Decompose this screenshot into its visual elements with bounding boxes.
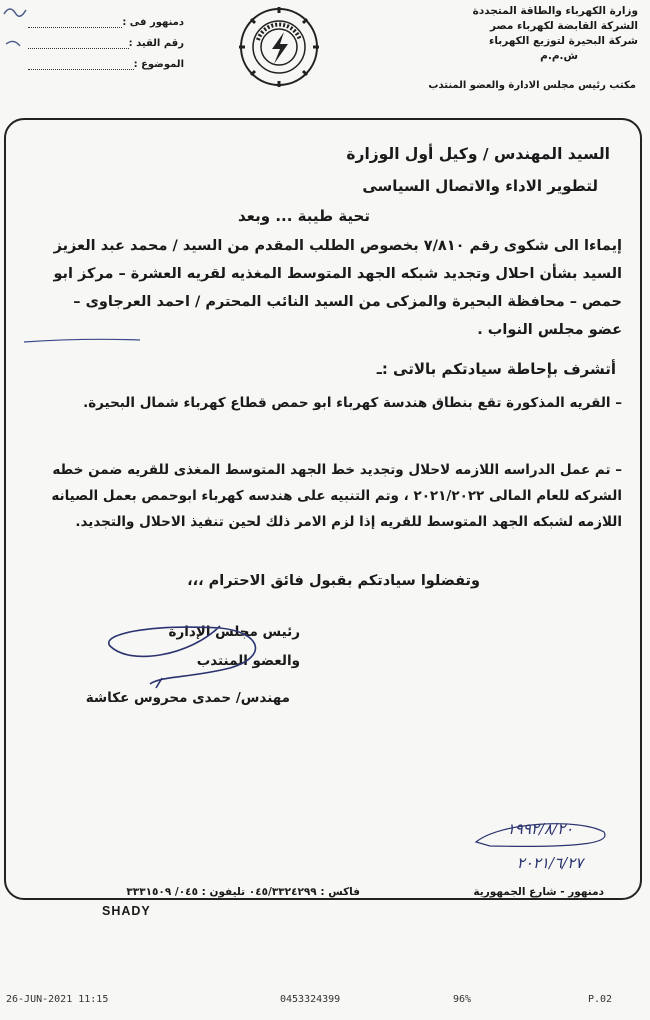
intro-line: أتشرف بإحاطة سيادتكم بالاتى :ـ xyxy=(376,360,616,378)
letter-body: إيماءا الى شكوى رقم ٧/٨١٠ بخصوص الطلب المقدم من السيد / محمد عبد العزيز السيد بشأن احلال وتجديد شبكه الجهد المتوسط المغذيه لقريه العشرة – مركز ابو حمص – محافظة البحيرة والمزكى من السيد النائب المحترم / احمد العرجاوى – عضو مجلس النواب . xyxy=(53,238,622,338)
registry-subject-label: الموضوع : xyxy=(133,59,184,70)
bullet-item-2-text: تم عمل الدراسه اللازمه لاحلال وتجديد خط الجهد المتوسط المغذى للقريه ضمن خطه الشركه للعام المالى ٢٠٢١/٢٠٢٢ ، وتم التنبيه على هندسه كهرباء ابوحمص بعمل الصيانه اللازمه لشبكه الجهد المتوسط للقريه إذا لزم الامر ذلك لحين تنفيذ الاحلال والتجديد. xyxy=(51,462,622,530)
signature-title-line-1: رئيس مجلس الإدارة xyxy=(168,624,300,640)
signature-title-line-2: والعضو المنتدب xyxy=(196,653,300,669)
salutation-line-1: السيد المهندس / وكيل أول الوزارة xyxy=(346,145,610,163)
org-line-company: شركة البحيرة لتوزيع الكهرباء xyxy=(488,35,638,47)
bullet-item-1: – القريه المذكورة تقع بنطاق هندسة كهرباء ابو حمص قطاع كهرباء شمال البحيرة. xyxy=(83,395,622,411)
fax-page: P.02 xyxy=(588,994,613,1005)
org-line-ministry: وزارة الكهرباء والطاقة المتجددة xyxy=(472,5,638,17)
bullet-item-2: – تم عمل الدراسه اللازمه لاحلال وتجديد خط الجهد المتوسط المغذى للقريه ضمن خطه الشركه للعام المالى ٢٠٢١/٢٠٢٢ ، وتم التنبيه على هندسه كهرباء ابوحمص بعمل الصيانه اللازمه لشبكه الجهد المتوسط للقريه إذا لزم الامر ذلك لحين تنفيذ الاحلال والتجديد. xyxy=(51,462,622,530)
registry-record-row xyxy=(24,33,184,54)
org-line-type: ش.م.م xyxy=(540,50,578,62)
registry-city-label: دمنهور فى : xyxy=(122,17,184,28)
fax-quality: 96% xyxy=(453,994,472,1005)
fax-number: 0453324399 xyxy=(280,994,341,1005)
registry-subject-line xyxy=(28,59,134,70)
handwritten-notes xyxy=(470,812,610,876)
bullet-item-1-text: القريه المذكورة تقع بنطاق هندسة كهرباء ابو حمص قطاع كهرباء شمال البحيرة. xyxy=(83,395,611,411)
salutation-line-2: لتطوير الاداء والاتصال السياسى xyxy=(362,177,598,195)
org-line-holding: الشركة القابضة لكهرباء مصر xyxy=(489,20,638,32)
underline-stroke xyxy=(22,336,142,346)
signer-name: مهندس/ حمدى محروس عكاشة xyxy=(85,690,290,706)
footer-contact: فاكس : ٠٤٥/٣٣٢٤٢٩٩ تليفون : ٠٤٥/ ٣٣٣١٥٠٩ xyxy=(126,886,360,898)
registry-city-line xyxy=(28,17,122,28)
fax-date-time: 26-JUN-2021 11:15 xyxy=(6,994,109,1005)
handwritten-note-1: ١٩٩٢/٨/٢٠ xyxy=(506,820,574,838)
greeting: تحية طيبة ... وبعد xyxy=(238,207,370,225)
organization-header xyxy=(388,4,638,64)
office-title: مكتب رئيس مجلس الادارة والعضو المنتدب xyxy=(428,80,636,91)
registry-city-row xyxy=(24,12,184,33)
footer-address: دمنهور - شارع الجمهورية xyxy=(473,886,604,898)
registry-record-label: رقم القيد : xyxy=(128,38,184,49)
footer-initials: SHADY xyxy=(102,904,151,918)
company-logo-icon xyxy=(238,6,320,88)
handwritten-signature xyxy=(70,606,300,696)
registry-block xyxy=(24,12,184,75)
registry-subject-row xyxy=(24,54,184,75)
closing-line: وتفضلوا سيادتكم بقبول فائق الاحترام ،،، xyxy=(187,573,480,589)
handwritten-note-2: ٢٠٢١/٦/٢٧ xyxy=(516,854,584,872)
registry-record-line xyxy=(28,38,129,49)
